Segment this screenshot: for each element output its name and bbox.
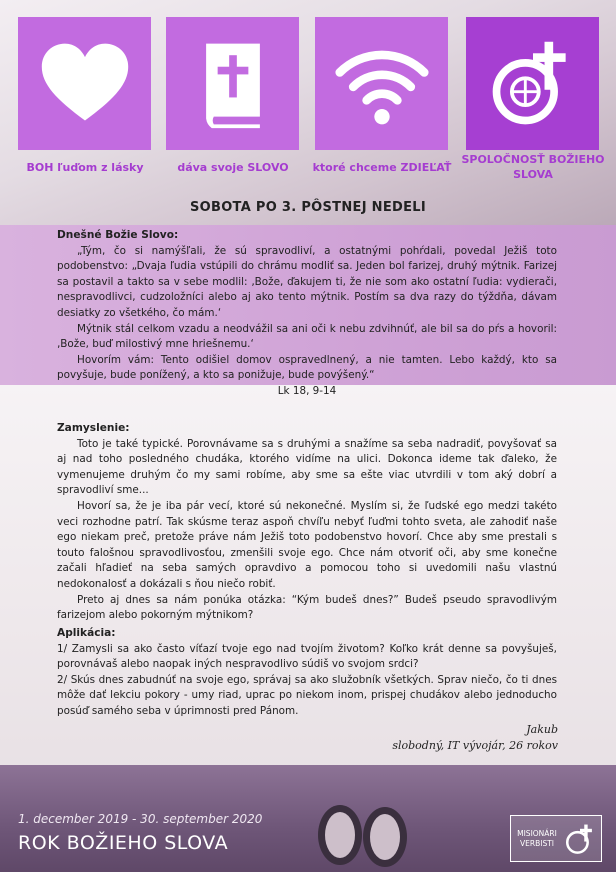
- globe-cross-icon: [485, 36, 581, 132]
- signature-details: slobodný, IT vývojár, 26 rokov: [392, 739, 558, 752]
- gospel-paragraph: Hovorím vám: Tento odišiel domov ospravedlnený, a nie tamten. Lebo každý, kto sa povyšuje, bude ponížený, a kto sa ponižuje, bude povýšený.“: [57, 353, 557, 382]
- gospel-section: [57, 228, 557, 400]
- tile-caption-2: dáva svoje SLOVO: [177, 161, 289, 174]
- tile-caption-4: SPOLOČNOSŤ BOŽIEHO SLOVA: [461, 153, 605, 181]
- application-heading: Aplikácia:: [57, 627, 116, 639]
- reflection-paragraph: Hovorí sa, že je iba pár vecí, ktoré sú nekonečné. Myslím si, že ľudské ego medzi takéto veci rozhodne patrí. Tak skúsme teraz aspoň chvíľu nebyť ľuďmi tohto sveta, ale zahodiť naše ego niekam preč, pretože práve nám Ježiš toto podobenstvo hovorí. Chce aby sme prestali s touto falošnou spravodlivosťou, zmenšili svoje ego. Chce nám otvoriť oči, aby sme konečne začali hľadieť na seba samých opravdivo a pomocou toho si uvedomili našu vlastnú nedokonalosť a dokázali s ňou niečo robiť.: [57, 499, 557, 590]
- logo-text: [511, 829, 563, 849]
- footer-title: ROK BOŽIEHO SLOVA: [18, 832, 229, 854]
- tile-globe-cross: [466, 17, 599, 150]
- shoes-illustration: [300, 785, 420, 872]
- tile-heart: [18, 17, 151, 150]
- application-item: 2/ Skús dnes zabudnúť na svoje ego, správaj sa ako služobník všetkých. Sprav niečo, čo ti dnes môže dať lekciu pokory - umy riad, uprac po niekom inom, prispej chudákov alebo jednoducho posúď samého seba v úprimnosti pred Pánom.: [57, 673, 557, 717]
- bible-icon: [185, 36, 281, 132]
- gospel-reference: Lk 18, 9-14: [277, 384, 337, 397]
- heart-icon: [37, 36, 133, 132]
- signature-name: Jakub: [526, 723, 558, 736]
- reflection-paragraph: Toto je také typické. Porovnávame sa s druhými a snažíme sa seba nadradiť, povyšovať sa aj nad toho posledného chudáka, ktorého vidíme na ulici. Dokonca ideme tak ďaleko, že vymenujeme druhým čo my sami robíme, aby sme sa ešte viac utvrdili v tom aký dobrí a spravodliví sme...: [57, 437, 557, 497]
- wifi-icon: [334, 36, 430, 132]
- globe-cross-icon: [563, 822, 597, 856]
- gospel-heading: Dnešné Božie Slovo:: [57, 229, 179, 241]
- logo-text-line-2: VERBISTI: [520, 838, 554, 848]
- application-item: 1/ Zamysli sa ako často víťazí tvoje ego nad tvojím životom? Koľko krát denne sa povyšuješ, porovnávaš alebo naopak iných nespravodlivo súdiš vo svojom srdci?: [57, 642, 557, 671]
- tile-bible: [166, 17, 299, 150]
- page-title: SOBOTA PO 3. PÔSTNEJ NEDELI: [189, 200, 427, 215]
- missionaries-logo: [510, 815, 602, 862]
- reflection-paragraph: Preto aj dnes sa nám ponúka otázka: “Kým budeš dnes?” Budeš pseudo spravodlivým farizejom alebo pokorným mýtnikom?: [57, 593, 557, 622]
- reflection-section: [57, 421, 557, 624]
- gospel-paragraph: „Tým, čo si namýšľali, že sú spravodliví, a ostatnými pohŕdali, povedal Ježiš toto podobenstvo: „Dvaja ľudia vstúpili do chrámu modliť sa. Jeden bol farizej, druhý mýtnik. Farizej sa postavil a takto sa v sebe modlil: ‚Bože, ďakujem ti, že nie som ako ostatní ľudia: vydierači, nespravodlivci, cudzoložníci alebo aj ako tento mýtnik. Postím sa dva razy do týždňa, dávam desiatky zo všetkého, čo mám.‘: [57, 244, 557, 319]
- tile-caption-3: ktoré chceme ZDIEĽAŤ: [312, 161, 452, 174]
- date-range: 1. december 2019 - 30. september 2020: [18, 812, 263, 826]
- tile-caption-1: BOH ľuďom z lásky: [26, 161, 144, 174]
- tile-wifi: [315, 17, 448, 150]
- signature: [318, 722, 558, 754]
- gospel-paragraph: Mýtnik stál celkom vzadu a neodvážil sa ani oči k nebu zdvihnúť, ale bil sa do pŕs a hovoril: ‚Bože, buď milostivý mne hriešnemu.‘: [57, 322, 557, 351]
- logo-text-line-1: MISIONÁRI: [517, 828, 557, 838]
- application-section: [57, 626, 557, 720]
- reflection-heading: Zamyslenie:: [57, 422, 130, 434]
